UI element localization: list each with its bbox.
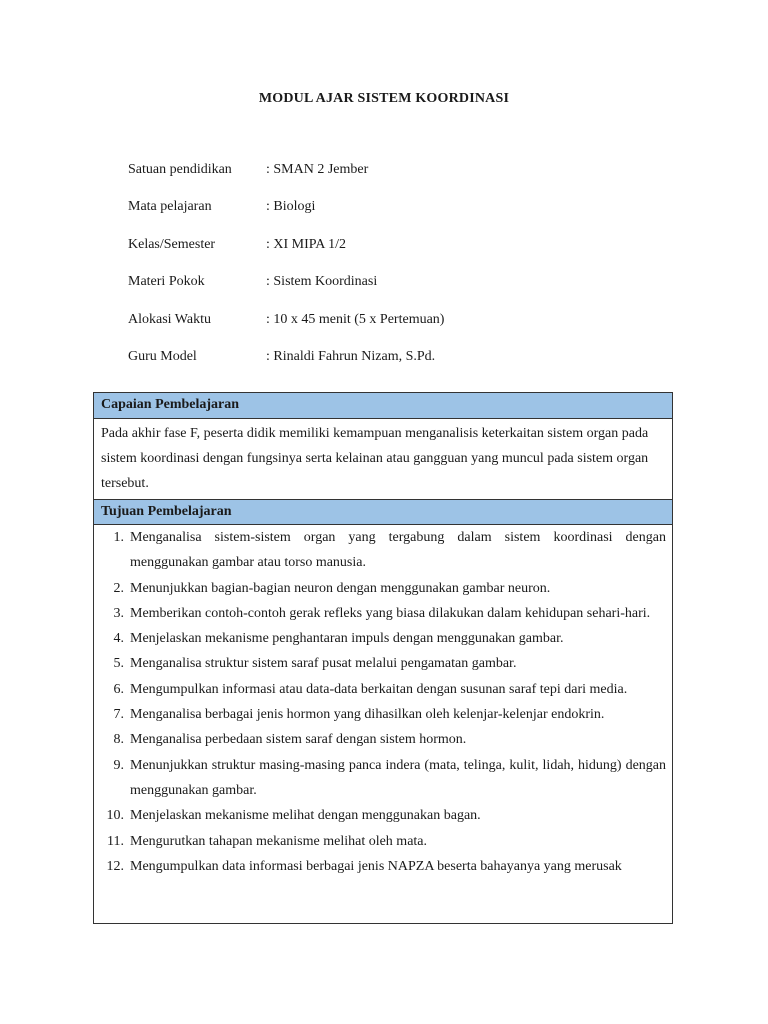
list-item-number: 4. [113, 631, 124, 647]
list-item-text: Mengumpulkan informasi atau data-data berkaitan dengan susunan saraf tepi dari media. [130, 681, 628, 697]
info-label: Materi Pokok [128, 274, 205, 290]
list-item [101, 854, 666, 879]
list-item-number: 11. [107, 833, 124, 849]
tujuan-header: Tujuan Pembelajaran [94, 499, 672, 525]
info-row-mata-pelajaran [128, 189, 444, 227]
list-item-number: 1. [113, 530, 124, 545]
info-row-satuan-pendidikan [128, 151, 444, 189]
list-item-number: 3. [113, 605, 124, 621]
tujuan-list [94, 525, 672, 879]
info-row-alokasi-waktu [128, 301, 444, 339]
info-value: : XI MIPA 1/2 [266, 236, 347, 252]
list-item-text: Mengurutkan tahapan mekanisme melihat oleh mata. [130, 833, 428, 849]
list-item [101, 525, 666, 576]
info-label: Kelas/Semester [128, 236, 216, 252]
list-item-text: Menjelaskan mekanisme melihat dengan menggunakan bagan. [130, 808, 481, 824]
info-block [128, 151, 444, 376]
info-label: Alokasi Waktu [128, 311, 211, 327]
list-item-number: 5. [113, 656, 124, 672]
list-item [101, 829, 666, 854]
list-item-number: 10. [106, 808, 124, 824]
list-item-number: 7. [113, 707, 124, 723]
list-item [101, 576, 666, 601]
info-value: : Biologi [266, 199, 316, 215]
info-row-materi-pokok [128, 264, 444, 302]
list-item-text: Menganalisa struktur sistem saraf pusat melalui pengamatan gambar. [130, 656, 517, 672]
list-item-number: 6. [113, 681, 124, 697]
list-item-text: Menganalisa perbedaan sistem saraf dengan sistem hormon. [130, 732, 467, 748]
info-value: : 10 x 45 menit (5 x Pertemuan) [266, 311, 445, 327]
info-value: : SMAN 2 Jember [266, 161, 369, 177]
list-item [101, 753, 666, 804]
info-value: : Sistem Koordinasi [266, 274, 378, 290]
list-item [101, 803, 666, 828]
list-item-text: Menganalisa berbagai jenis hormon yang dihasilkan oleh kelenjar-kelenjar endokrin. [130, 707, 605, 723]
list-item [101, 626, 666, 651]
info-row-guru-model [128, 339, 444, 377]
list-item [101, 727, 666, 752]
list-item [101, 702, 666, 727]
info-label: Guru Model [128, 349, 197, 365]
info-label: Satuan pendidikan [128, 161, 232, 177]
list-item-text: Memberikan contoh-contoh gerak refleks yang biasa dilakukan dalam kehidupan sehari-hari. [130, 605, 651, 621]
info-label: Mata pelajaran [128, 199, 212, 215]
list-item-text: Menunjukkan bagian-bagian neuron dengan menggunakan gambar neuron. [130, 580, 551, 596]
list-item-number: 2. [113, 580, 124, 596]
list-item [101, 651, 666, 676]
info-value: : Rinaldi Fahrun Nizam, S.Pd. [266, 349, 436, 365]
list-item-text: Menjelaskan mekanisme penghantaran impuls dengan menggunakan gambar. [130, 631, 564, 647]
learning-table [93, 392, 673, 924]
list-item-text: Menunjukkan struktur masing-masing panca indera (mata, telinga, kulit, lidah, hidung) dengan menggunakan gambar. [130, 757, 666, 798]
list-item-text: Menganalisa sistem-sistem organ yang tergabung dalam sistem koordinasi dengan menggunakan gambar atau torso manusia. [130, 530, 666, 571]
list-item-number: 12. [106, 858, 124, 874]
list-item-number: 9. [113, 757, 124, 773]
capaian-header: Capaian Pembelajaran [94, 393, 672, 419]
list-item [101, 677, 666, 702]
document-title: MODUL AJAR SISTEM KOORDINASI [258, 91, 510, 106]
list-item [101, 601, 666, 626]
list-item-text: Mengumpulkan data informasi berbagai jenis NAPZA beserta bahayanya yang merusak [130, 858, 622, 874]
capaian-text: Pada akhir fase F, peserta didik memiliki kemampuan menganalisis keterkaitan sistem organ pada sistem koordinasi dengan fungsinya serta kelainan atau gangguan yang muncul pada sistem organ tersebut. [101, 426, 649, 491]
list-item-number: 8. [113, 732, 124, 748]
info-row-kelas-semester [128, 226, 444, 264]
